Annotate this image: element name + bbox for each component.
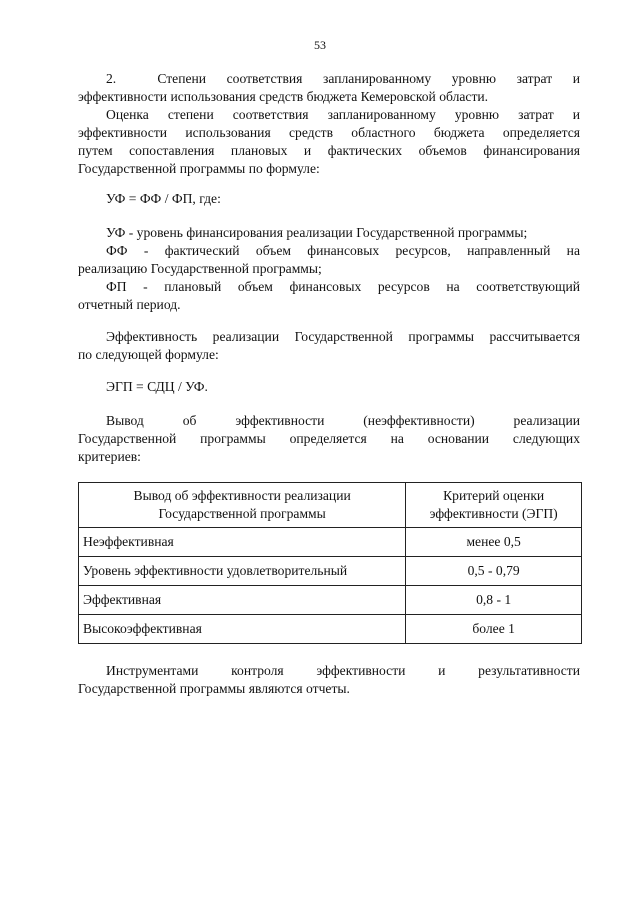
criteria-header-conclusion-line-1: Вывод об эффективности реализации [133,488,351,503]
criteria-row-value: 0,8 - 1 [406,586,582,615]
criteria-header-conclusion-line-2: Государственной программы [158,506,326,521]
final-paragraph [78,662,580,698]
definition-ff-line-2: реализацию Государственной программы; [78,261,322,276]
efficiency-paragraph [78,328,580,364]
final-line-1: Инструментами контроля эффективности и результативности [106,663,580,678]
conclusion-line-2: Государственной программы определяется на основании следующих [78,431,580,446]
criteria-header-criterion [406,483,582,528]
section-heading [78,70,580,106]
criteria-header-conclusion [79,483,406,528]
page-number: 53 [314,38,326,52]
formula-uf [78,190,580,208]
table-row [79,615,582,644]
criteria-row-label: Неэффективная [79,528,406,557]
criteria-header-criterion-line-1: Критерий оценки [443,488,545,503]
efficiency-line-1: Эффективность реализации Государственной программы рассчитывается [106,329,580,344]
formula-uf-text: УФ = ФФ / ФП, где: [106,191,221,206]
definitions [78,224,580,314]
definition-ff-line-1: ФФ - фактический объем финансовых ресурсов, направленный на [106,243,580,258]
table-row [79,586,582,615]
conclusion-line-1: Вывод об эффективности (неэффективности) реализации [106,413,580,428]
formula-egp [78,378,580,396]
table-row [79,528,582,557]
section-heading-line-1: 2. Степени соответствия запланированному уровню затрат и [106,71,580,86]
criteria-row-label: Уровень эффективности удовлетворительный [79,557,406,586]
criteria-row-value: менее 0,5 [406,528,582,557]
conclusion-paragraph [78,412,580,466]
definition-fp-line-1: ФП - плановый объем финансовых ресурсов на соответствующий [106,279,580,294]
definition-fp-line-2: отчетный период. [78,297,181,312]
definition-uf: УФ - уровень финансирования реализации Государственной программы; [106,225,528,240]
efficiency-line-2: по следующей формуле: [78,347,219,362]
intro-paragraph [78,106,580,178]
criteria-header-criterion-line-2: эффективности (ЭГП) [429,506,558,521]
intro-line-2: эффективности использования средств областного бюджета определяется [78,125,580,140]
formula-egp-text: ЭГП = СДЦ / УФ. [106,379,208,394]
criteria-row-label: Высокоэффективная [79,615,406,644]
intro-line-1: Оценка степени соответствия запланированному уровню затрат и [106,107,580,122]
intro-line-4: Государственной программы по формуле: [78,161,320,176]
criteria-table-header-row [79,483,582,528]
intro-line-3: путем сопоставления плановых и фактических объемов финансирования [78,143,580,158]
criteria-row-value: более 1 [406,615,582,644]
criteria-row-label: Эффективная [79,586,406,615]
final-line-2: Государственной программы являются отчеты. [78,681,350,696]
criteria-table [78,482,582,644]
criteria-row-value: 0,5 - 0,79 [406,557,582,586]
section-heading-line-2: эффективности использования средств бюджета Кемеровской области. [78,89,489,104]
table-row [79,557,582,586]
conclusion-line-3: критериев: [78,449,141,464]
